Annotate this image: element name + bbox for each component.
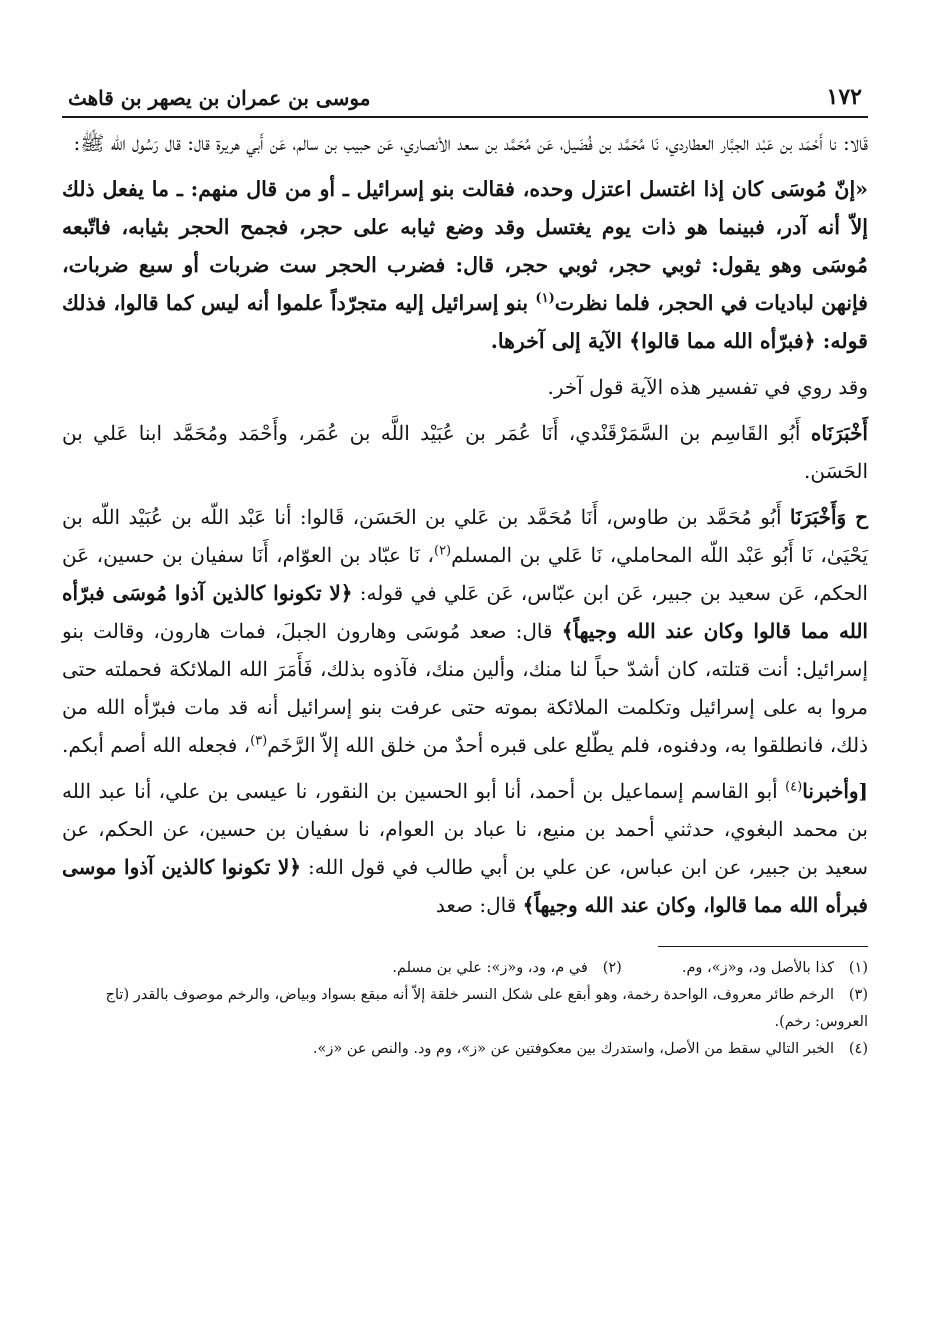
footnote-row bbox=[62, 955, 868, 982]
footnote-ref-4: (٤) bbox=[785, 779, 803, 795]
narration-text-end: ، فجعله الله أصم أبكم. bbox=[62, 733, 251, 757]
paragraph-note: وقد روي في تفسير هذه الآية قول آخر. bbox=[547, 375, 868, 399]
paragraph-isnad-1: قَالا: نا أَحْمَد بن عَبْد الجبَّار العطاردي، نَا مُحَمَّد بن فُضَيل، عَن مُحَمَّد بن سعد الأنصاري، عَن حبيب بن سالم، عَن أَبي هريرة قال: قال رَسُول الله ﷺ: bbox=[73, 131, 868, 155]
page-number: ١٧٢ bbox=[826, 84, 862, 110]
paragraph-hadith bbox=[62, 170, 868, 360]
paragraph-isnad-3 bbox=[62, 498, 868, 764]
footnote-number: (١) bbox=[848, 960, 868, 976]
footnotes bbox=[62, 955, 868, 1063]
isnad-lead: [وأخبرنا bbox=[802, 779, 868, 803]
footnote-text: كذا بالأصل ود، و«ز»، وم. bbox=[681, 960, 834, 976]
paragraph-isnad-2 bbox=[62, 414, 868, 490]
footnote-ref-2: (٢) bbox=[433, 543, 452, 559]
footnote-2 bbox=[392, 955, 621, 982]
quran-verse: ﴿لا تكونوا كالذين آذوا مُوسَى فبرّأه الله مما قالوا وكان عند الله وجيهاً﴾ bbox=[62, 581, 868, 643]
page-header bbox=[62, 70, 868, 118]
footnote-divider bbox=[658, 946, 868, 947]
footnote-number: (٢) bbox=[602, 960, 622, 976]
footnote-text: في م، ود، و«ز»: علي بن مسلم. bbox=[392, 960, 588, 976]
isnad-lead: ح وَأَخْبَرَنَا bbox=[789, 505, 869, 529]
isnad-text: ، نَا عبّاد بن العوّام، أَنَا سفيان بن حسين، عَن الحكم، عَن سعيد بن جبير، عَن ابن عبّاس، عَن عَلي في قوله: bbox=[62, 543, 868, 605]
isnad-text: أبو القاسم إسماعيل بن أحمد، أنا أبو الحسين بن النقور، نا عيسى بن علي، أنا عبد الله بن محمد البغوي، حدثني أحمد بن منيع، نا عباد بن العوام، نا سفيان بن حسين، عن الحكم، عن سعيد بن جبير، عن ابن عباس، عن علي بن أبي طالب في قول الله: bbox=[62, 779, 868, 879]
footnote-4 bbox=[62, 1036, 868, 1063]
isnad-text: أَبُو القَاسِم بن السَّمَرْقَنْدي، أَنَا عُمَر بن عُبَيْد اللَّه بن عُمَر، وأَحْمَد ومُحَمَّد ابنا عَلي بن الحَسَن. bbox=[62, 421, 868, 483]
footnote-1 bbox=[682, 955, 868, 982]
main-text bbox=[62, 124, 868, 924]
isnad-text: أَبُو مُحَمَّد بن طاوس، أَنَا مُحَمَّد بن عَلي بن الحَسَن، قَالوا: أنا عَبْد اللّه بن عُبَيْد اللّه بن يَحْيَىٰ، نَا أَبُو عَبْد اللّه المحاملي، نَا عَلي بن المسلم bbox=[62, 505, 868, 567]
footnote-ref-1: (١) bbox=[535, 291, 555, 307]
running-title: موسى بن عمران بن يصهر بن قاهث bbox=[68, 86, 371, 110]
hadith-text-end: بنو إسرائيل إليه متجرّداً علموا أنه ليس كما قالوا، فذلك قوله: ﴿فبرّأه الله مما قالوا﴾ الآية إلى آخرها. bbox=[62, 291, 868, 353]
narration-text: قال: صعد bbox=[435, 893, 523, 917]
quran-verse: ﴿لا تكونوا كالذين آذوا موسى فبرأه الله مما قالوا، وكان عند الله وجيهاً﴾ bbox=[62, 855, 868, 917]
isnad-lead: أَخْبَرَنَاه bbox=[810, 421, 868, 445]
narration-text: قال: صعد مُوسَى وهارون الجبلَ، فمات هارون، وقالت بنو إسرائيل: أنت قتلته، كان أشدّ حباً لنا منك، وألين منك، فآذوه بذلك، فَأَمَرَ الله الملائكة فحملته حتى مروا به على إسرائيل وتكلمت الملائكة بموته حتى عرفت بنو إسرائيل أنه قد مات فبرّأه الله من ذلك، فانطلقوا به، ودفنوه، فلم يطّلع على قبره أحدٌ من خلق الله إلاّ الرَّخَم bbox=[62, 619, 868, 757]
hadith-text: «إنّ مُوسَى كان إذا اغتسل اعتزل وحده، فقالت بنو إسرائيل ـ أو من قال منهم: ـ ما يفعل ذلك إلاّ أنه آدر، فبينما هو ذات يوم يغتسل وقد وضع ثيابه على حجر، فجمح الحجر بثيابه، فاتّبعه مُوسَى وهو يقول: ثوبي حجر، ثوبي حجر، قال: فضرب الحجر ست ضربات أو سبع ضربات، فإنهن لباديات في الحجر، فلما نظرت bbox=[62, 177, 868, 315]
footnote-3 bbox=[62, 982, 868, 1036]
footnote-text: الخبر التالي سقط من الأصل، واستدرك بين معكوفتين عن «ز»، وم ود. والنص عن «ز». bbox=[312, 1041, 834, 1057]
footnote-text: الرخم طائر معروف، الواحدة رخمة، وهو أبقع على شكل النسر خلقة إلاّ أنه مبقع بسواد وبياض، والرخم موصوف بالقدر (تاج العروس: رخم). bbox=[105, 987, 868, 1030]
footnote-number: (٣) bbox=[848, 987, 868, 1003]
paragraph-isnad-4 bbox=[62, 772, 868, 924]
footnote-number: (٤) bbox=[848, 1041, 868, 1057]
book-page bbox=[62, 70, 868, 1063]
footnote-ref-3: (٣) bbox=[250, 733, 268, 749]
